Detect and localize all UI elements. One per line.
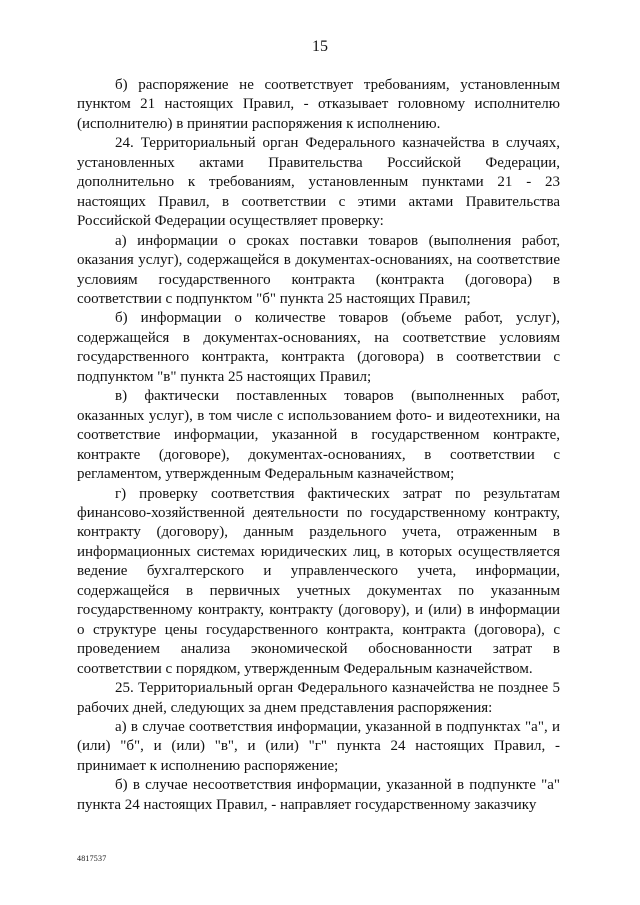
paragraph-25b: б) в случае несоответствия информации, указанной в подпункте "а" пункта 24 настоящих Правил, - направляет государственному заказчику bbox=[77, 777, 560, 813]
document-body bbox=[77, 76, 560, 815]
paragraph-24b: б) информации о количестве товаров (объеме работ, услуг), содержащейся в документах-основаниях, на соответствие условиям государственного контракта, контракта (договора) в соответствии с подпунктом "в" пункта 25 настоящих Правил; bbox=[77, 310, 560, 385]
paragraph-25: 25. Территориальный орган Федерального казначейства не позднее 5 рабочих дней, следующих за днем представления распоряжения: bbox=[77, 680, 560, 716]
paragraph-24: 24. Территориальный орган Федерального казначейства в случаях, установленных актами Правительства Российской Федерации, дополнительно к требованиям, установленным пунктами 21 - 23 настоящих Правил, в соответствии с этими актами Правительства Российской Федерации осуществляет проверку: bbox=[77, 135, 560, 230]
paragraph-25a: а) в случае соответствия информации, указанной в подпунктах "а", и (или) "б", и (или) "в", и (или) "г" пункта 24 настоящих Правил, - принимает к исполнению распоряжение; bbox=[77, 718, 560, 774]
page-number: 15 bbox=[312, 38, 328, 55]
paragraph-23b: б) распоряжение не соответствует требованиям, установленным пунктом 21 настоящих Правил, - отказывает головному исполнителю (исполнителю) в принятии распоряжения к исполнению. bbox=[77, 77, 560, 132]
paragraph-24v: в) фактически поставленных товаров (выполненных работ, оказанных услуг), в том числе с использованием фото- и видеотехники, на соответствие информации, указанной в государственном контракте, контракте (договоре), документах-основаниях, в соответствии с регламентом, утвержденным Федеральным казначейством; bbox=[77, 388, 560, 483]
paragraph-24g: г) проверку соответствия фактических затрат по результатам финансово-хозяйственной деятельности по государственному контракту, контракту (договору), данным раздельного учета, отраженным в информационных системах юридических лиц, в которых осуществляется ведение бухгалтерского и управленческого учета, информации, содержащейся в первичных учетных документах по указанным государственному контракту, контракту (договору), и (или) в информации о структуре цены государственного контракта, контракта (договора), с проведением анализа экономической обоснованности затрат в соответствии с порядком, утвержденным Федеральным казначейством. bbox=[77, 485, 560, 677]
document-code: 4817537 bbox=[77, 854, 107, 863]
paragraph-24a: а) информации о сроках поставки товаров (выполнения работ, оказания услуг), содержащейся в документах-основаниях, на соответствие условиям государственного контракта (контракта (договора) в соответствии с подпунктом "б" пункта 25 настоящих Правил; bbox=[77, 232, 560, 307]
